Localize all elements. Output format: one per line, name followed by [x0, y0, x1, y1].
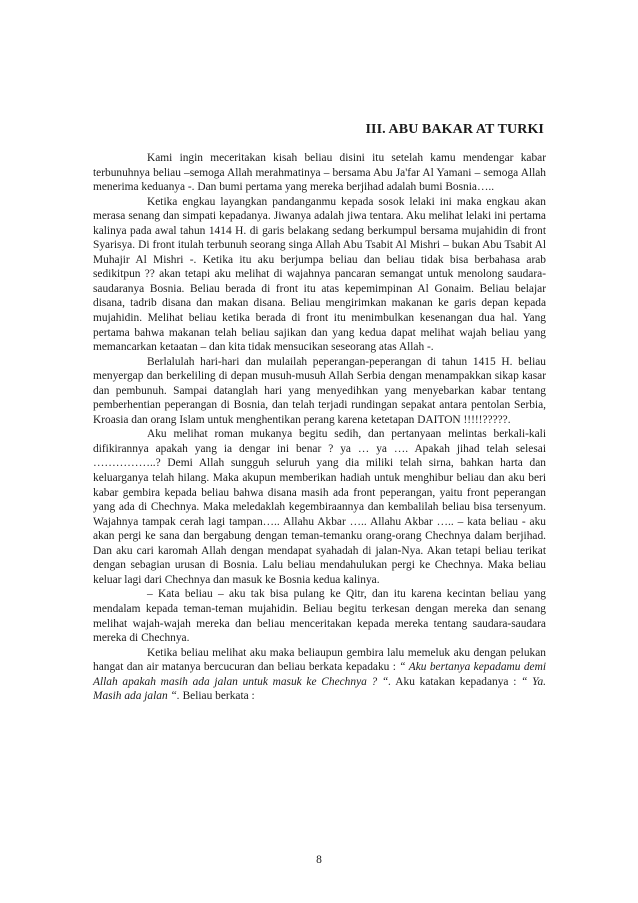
body-text [93, 151, 546, 704]
paragraph: Berlalulah hari-hari dan mulailah peperangan-peperangan di tahun 1415 H. beliau menyergap dan berkeliling di depan musuh-musuh Allah Serbia dengan menampakkan sikap kasar dan pembunuh. Sampai datanglah hari yang menyedihkan yang menyebarkan kabar tentang pemberhentian peperangan di Bosnia, dan telah terjadi rundingan sepakat antara pentolan Serbia, Kroasia dan orang Islam untuk menghentikan perang karena ketetapan DAITON !!!!!?????. [93, 355, 546, 426]
chapter-title: III. ABU BAKAR AT TURKI [365, 122, 544, 137]
paragraph: Aku melihat roman mukanya begitu sedih, dan pertanyaan melintas berkali-kali difikirannya apakah yang ia dengar ini benar ? ya … ya …. Apakah jihad telah selesai ……………..? Demi Allah sungguh seluruh yang dia miliki telah sirna, bahkan harta dan keluarganya telah hilang. Maka akupun memberikan hadiah untuk menghibur beliau dan aku beri kabar gembira kepada beliau bahwa disana masih ada front peperangan, yaitu front peperangan yang ada di Chechnya. Maka meledaklah kegembiraannya dan kembalilah beliau bisa tersenyum. Wajahnya tampak cerah lagi tampan….. Allahu Akbar ….. Allahu Akbar ….. – kata beliau - aku akan pergi ke sana dan bergabung dengan teman-temanku orang-orang Chechnya dalam berjihad. Dan aku cari karomah Allah dengan mendapat syahadah di jalan-Nya. Akan tetapi beliau terikat dengan sebagian urusan di Bosnia. Lalu beliau mendahulukan pergi ke Chechnya. Maka beliau keluar lagi dari Chechnya dan masuk ke Bosnia kedua kalinya. [93, 428, 546, 586]
paragraph: Ketika engkau layangkan pandanganmu kepada sosok lelaki ini maka engkau akan merasa senang dan simpati kepadanya. Jiwanya adalah jiwa tentara. Aku melihat lelaki ini pertama kalinya pada awal tahun 1414 H. di garis belakang sedang berkumpul bersama mujahidin di front Syarisya. Di front itulah terbunuh seorang singa Allah Abu Tsabit Al Mishri – bukan Abu Tsabit Al Muhajir Al Mishri -. Ketika itu aku berjumpa beliau dan beliau tidak bisa berbahasa arab sedikitpun ?? akan tetapi aku melihat di wajahnya pancaran semangat untuk menolong saudara-saudaranya Bosnia. Beliau berada di front itu atas kepemimpinan Al Gonaim. Beliau belajar disana, tadrib disana dan makan disana. Beliau mengirimkan makanan ke garis depan kepada mujahidin. Melihat beliau ketika berada di front itu menimbulkan kesenangan dua hal. Yang pertama bahwa makanan telah beliau sajikan dan yang kedua dapat melihat wajah beliau yang memancarkan ketaatan – dan kita tidak mensucikan seseorang atas Allah -. [93, 195, 546, 354]
italic-quote: “ Aku bertanya kepadamu demi Allah apakah masih ada jalan untuk masuk ke Chechnya ? “. [93, 661, 546, 688]
page-number: 8 [316, 854, 322, 866]
italic-quote: “ Ya. Masih ada jalan “. [93, 675, 547, 703]
paragraph-text: Beliau berkata : [182, 690, 255, 703]
paragraph: – Kata beliau – aku tak bisa pulang ke Qitr, dan itu karena kecintan beliau yang mendalam kepada teman-teman mujahidin. Beliau begitu terkesan dengan mereka dan senang melihat wajah-wajah mereka dan beliau menceritakan kepada mereka tentang saudara-saudara mereka di Chechnya. [93, 588, 546, 645]
paragraph: Kami ingin meceritakan kisah beliau disini itu setelah kamu mendengar kabar terbunuhnya beliau –semoga Allah merahmatinya – bersama Abu Ja'far Al Yamani – semoga Allah menerima keduanya -. Dan bumi pertama yang mereka berjihad adalah bumi Bosnia….. [93, 152, 546, 194]
paragraph-text: Aku katakan kepadanya : [395, 675, 517, 688]
paragraph-last [93, 646, 546, 704]
paragraph-text: Ketika beliau melihat aku maka beliaupun gembira lalu memeluk aku dengan pelukan hangat dan air matanya bercucuran dan beliau berkata kepadaku : [93, 646, 546, 674]
